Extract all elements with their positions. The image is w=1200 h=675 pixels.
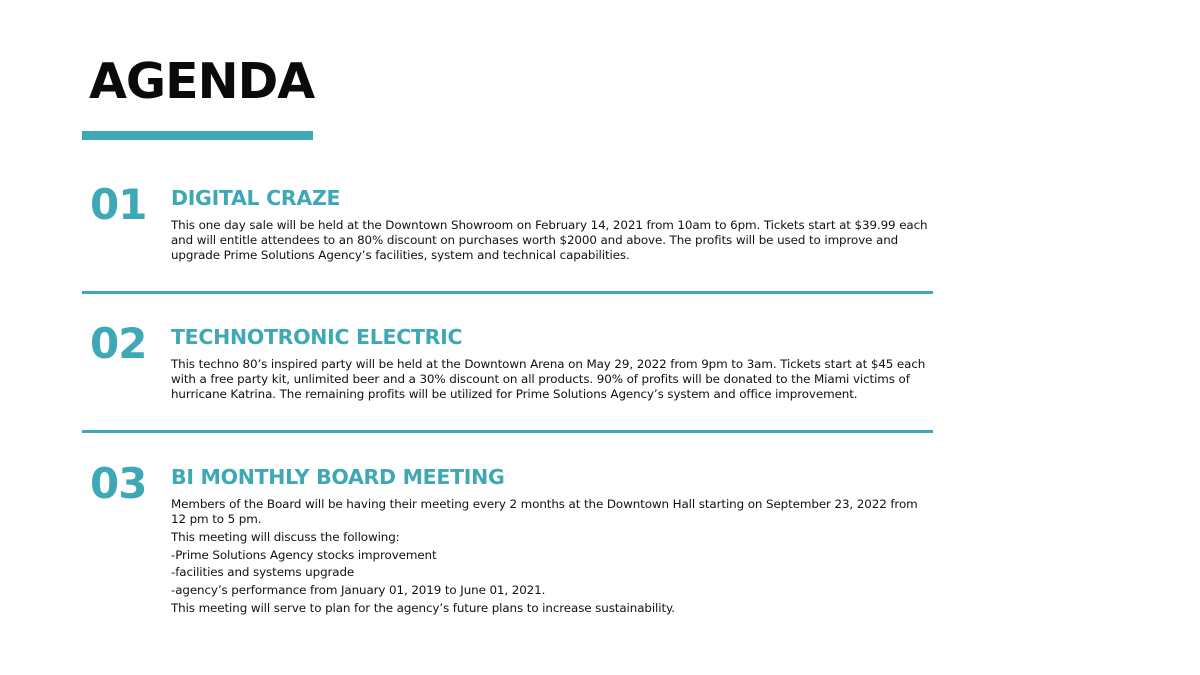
page-title: AGENDA [89, 53, 315, 110]
section-divider [82, 291, 933, 294]
item-heading: TECHNOTRONIC ELECTRIC [171, 325, 463, 349]
description-line: This techno 80’s inspired party will be held at the Downtown Arena on May 29, 2022 from 9pm to 3am. Tickets start at $45 each [171, 357, 926, 371]
title-underline [82, 131, 313, 140]
description-line: -Prime Solutions Agency stocks improvement [171, 547, 437, 562]
description-line: upgrade Prime Solutions Agency’s facilities, system and technical capabilities. [171, 248, 630, 262]
description-line: This one day sale will be held at the Downtown Showroom on February 14, 2021 from 10am to 6pm. Tickets start at $39.99 each [171, 218, 928, 232]
item-number: 01 [90, 180, 147, 229]
description-line: -agency’s performance from January 01, 2019 to June 01, 2021. [171, 583, 546, 598]
item-description [171, 497, 951, 618]
description-line: and will entitle attendees to an 80% discount on purchases worth $2000 and above. The profits will be used to improve and [171, 233, 899, 247]
item-number: 02 [90, 319, 147, 368]
item-description [171, 357, 951, 402]
description-line: with a free party kit, unlimited beer and a 30% discount on all products. 90% of profits will be donated to the Miami victims of [171, 372, 910, 386]
description-line: Members of the Board will be having their meeting every 2 months at the Downtown Hall starting on September 23, 2022 from [171, 497, 918, 511]
description-line: 12 pm to 5 pm. [171, 512, 262, 526]
description-line: hurricane Katrina. The remaining profits will be utilized for Prime Solutions Agency’s system and office improvement. [171, 387, 858, 401]
description-line: This meeting will discuss the following: [171, 529, 400, 544]
item-heading: DIGITAL CRAZE [171, 186, 341, 210]
item-number: 03 [90, 459, 147, 508]
section-divider [82, 430, 933, 433]
description-line: This meeting will serve to plan for the agency’s future plans to increase sustainability. [171, 600, 675, 615]
item-description [171, 218, 951, 263]
description-line: -facilities and systems upgrade [171, 565, 355, 580]
item-heading: BI MONTHLY BOARD MEETING [171, 465, 505, 489]
